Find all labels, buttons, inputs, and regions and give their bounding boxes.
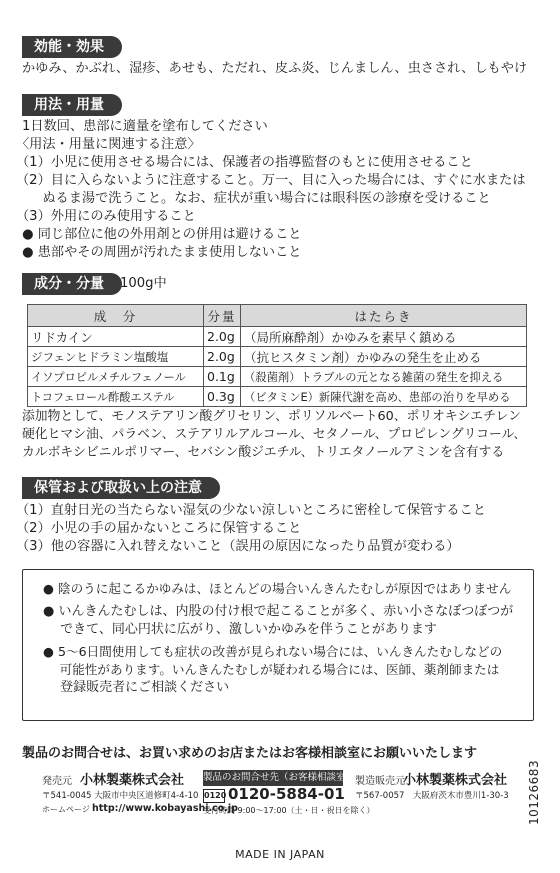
inquiry-text: 製品のお問合せは、お買い求めのお店またはお客様相談室にお願いいたします — [22, 746, 478, 761]
maker-name: 小林製薬株式会社 — [403, 773, 508, 788]
ingredient-name: トコフェロール酢酸エステル — [28, 387, 204, 407]
effects-text: かゆみ、かぶれ、湿疹、あせも、ただれ、皮ふ炎、じんましん、虫さされ、しもやけ — [22, 61, 528, 76]
additives-line: 硬化ヒマシ油、パラベン、ステアリルアルコール、セタノール、プロピレングリコール、 — [22, 427, 527, 442]
notice-box — [22, 569, 534, 721]
column-header: はたらき — [241, 305, 527, 327]
table-header-row — [28, 305, 527, 327]
maker-address: 〒567-0057 大阪府茨木市豊川1-30-3 — [355, 791, 509, 801]
notice-line: ● 陰のうに起こるかゆみは、ほとんどの場合いんきんたむしが原因ではありません — [43, 581, 512, 596]
ingredients-table — [27, 304, 527, 407]
table-row — [28, 387, 527, 407]
notice-line: 可能性があります。いんきんたむしが疑われる場合には、医師、薬剤師または — [43, 662, 500, 677]
ingredients-heading: 成分・分量 — [22, 273, 122, 295]
usage-line: ● 患部やその周囲が汚れたまま使用しないこと — [22, 245, 302, 260]
ingredients-per: 100g中 — [120, 276, 167, 291]
additives-line: カルボキシビニルポリマー、セバシン酸ジエチル、トリエタノールアミンを含有する — [22, 445, 505, 460]
ingredient-role: （局所麻酔剤）かゆみを素早く鎮める — [241, 327, 527, 347]
ingredient-amount: 0.3g — [204, 387, 241, 407]
ingredient-amount: 2.0g — [204, 347, 241, 367]
table-row — [28, 347, 527, 367]
table-row — [28, 367, 527, 387]
usage-line: 〈用法・用量に関連する注意〉 — [16, 137, 201, 152]
table-row — [28, 327, 527, 347]
column-header: 分量 — [204, 305, 241, 327]
usage-heading: 用法・用量 — [22, 94, 122, 116]
usage-line: ● 同じ部位に他の外用剤との併用は避けること — [22, 227, 302, 242]
notice-line: できて、同心円状に広がり、激しいかゆみを伴うことがあります — [43, 622, 437, 637]
usage-line: （3）外用にのみ使用すること — [16, 209, 196, 224]
homepage-link[interactable]: http://www.kobayashi.co.jp — [92, 803, 238, 814]
additives-line: 添加物として、モノステアリン酸グリセリン、ポリソルベート60、ポリオキシエチレン — [22, 409, 521, 424]
ingredient-role: （抗ヒスタミン剤）かゆみの発生を止める — [241, 347, 527, 367]
maker-label: 製造販売元 — [355, 776, 405, 787]
ingredient-amount: 0.1g — [204, 367, 241, 387]
ingredient-name: ジフェンヒドラミン塩酸塩 — [28, 347, 204, 367]
made-in-label: MADE IN JAPAN — [235, 848, 325, 861]
notice-line: ● いんきんたむしは、内股の付け根で起こることが多く、赤い小さなぼつぼつが — [43, 604, 514, 619]
ingredient-role: （殺菌剤）トラブルの元となる雑菌の発生を抑える — [241, 367, 527, 387]
ingredient-role: （ビタミンE）新陳代謝を高め、患部の治りを早める — [241, 387, 527, 407]
homepage-label: ホームページ — [42, 805, 90, 814]
notice-line: 登録販売者にご相談ください — [43, 680, 230, 695]
usage-line: ぬるま湯で洗うこと。なお、症状が重い場合には眼科医の診療を受けること — [16, 191, 491, 206]
seller-address: 〒541-0045 大阪市中央区道修町4-4-10 — [42, 791, 199, 801]
storage-line: （2）小児の手の届かないところに保管すること — [16, 521, 302, 536]
usage-line: （2）目に入らないように注意すること。万一、目に入った場合には、すぐに水または — [16, 173, 526, 188]
seller-label: 発売元 — [42, 776, 72, 787]
freedial-badge: 0120 — [203, 789, 225, 803]
ingredient-amount: 2.0g — [204, 327, 241, 347]
phone-number: 0120-5884-01 — [228, 785, 345, 803]
column-header: 成 分 — [28, 305, 204, 327]
ingredient-name: イソプロピルメチルフェノール — [28, 367, 204, 387]
usage-line: 1日数回、患部に適量を塗布してください — [22, 119, 268, 134]
service-hours: 受付時間 9:00〜17:00（土・日・祝日を除く） — [203, 806, 375, 815]
seller-name: 小林製薬株式会社 — [80, 773, 185, 788]
usage-line: （1）小児に使用させる場合には、保護者の指導監督のもとに使用させること — [16, 155, 473, 170]
notice-line: ● 5〜6日間使用しても症状の改善が見られない場合には、いんきんたむしなどの — [43, 644, 503, 659]
storage-line: （3）他の容器に入れ替えないこと（誤用の原因になったり品質が変わる） — [16, 539, 460, 554]
contact-label: 製品のお問合せ先（お客様相談室） — [203, 770, 343, 786]
storage-heading: 保管および取扱い上の注意 — [22, 477, 220, 499]
product-code: 10126683 — [527, 759, 541, 825]
effects-heading: 効能・効果 — [22, 36, 122, 58]
storage-line: （1）直射日光の当たらない湿気の少ない涼しいところに密栓して保管すること — [16, 503, 486, 518]
ingredient-name: リドカイン — [28, 327, 204, 347]
